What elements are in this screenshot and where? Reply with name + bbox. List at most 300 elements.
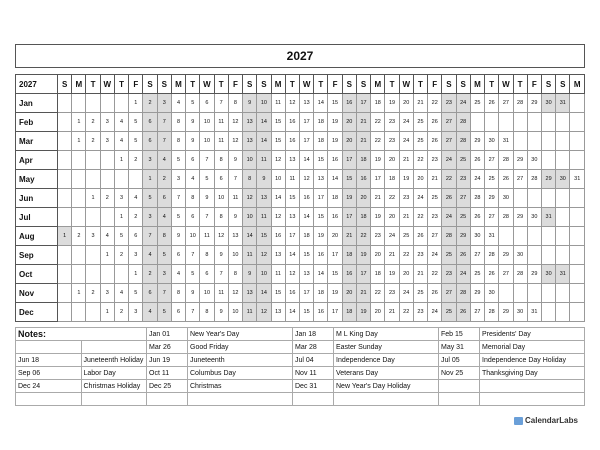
day-cell: 15	[271, 113, 285, 132]
day-cell: 5	[171, 208, 185, 227]
day-cell: 25	[413, 132, 427, 151]
weekday-header: T	[413, 75, 427, 94]
day-cell: 1	[72, 132, 86, 151]
day-cell: 9	[257, 170, 271, 189]
day-cell: 21	[399, 208, 413, 227]
day-cell: 16	[271, 227, 285, 246]
day-cell: 11	[243, 246, 257, 265]
day-cell: 26	[428, 284, 442, 303]
weekday-header: T	[86, 75, 100, 94]
empty-day-cell	[570, 303, 585, 322]
day-cell: 15	[285, 189, 299, 208]
empty-day-cell	[58, 170, 72, 189]
holiday-date: Dec 31	[293, 380, 334, 393]
day-cell: 12	[285, 94, 299, 113]
day-cell: 29	[527, 265, 541, 284]
day-cell: 30	[485, 284, 499, 303]
year-corner-label: 2027	[16, 75, 58, 94]
weekday-header: T	[214, 75, 228, 94]
month-label: Jan	[16, 94, 58, 113]
empty-day-cell	[100, 94, 114, 113]
day-cell: 16	[285, 132, 299, 151]
day-cell: 30	[556, 170, 570, 189]
day-cell: 1	[143, 170, 157, 189]
day-cell: 13	[271, 246, 285, 265]
empty-day-cell	[58, 189, 72, 208]
empty-day-cell	[114, 265, 128, 284]
weekday-header: F	[428, 75, 442, 94]
day-cell: 4	[171, 265, 185, 284]
day-cell: 4	[129, 189, 143, 208]
day-cell: 24	[399, 113, 413, 132]
day-cell: 24	[428, 303, 442, 322]
day-cell: 11	[285, 170, 299, 189]
holiday-date: Jul 05	[439, 354, 480, 367]
weekday-header: M	[171, 75, 185, 94]
month-label: Aug	[16, 227, 58, 246]
empty-day-cell	[556, 284, 570, 303]
day-cell: 25	[470, 94, 484, 113]
day-cell: 12	[271, 208, 285, 227]
day-cell: 10	[257, 94, 271, 113]
empty-day-cell	[129, 170, 143, 189]
month-row	[16, 284, 585, 303]
day-cell: 17	[299, 284, 313, 303]
day-cell: 22	[413, 208, 427, 227]
empty-day-cell	[86, 265, 100, 284]
day-cell: 16	[285, 284, 299, 303]
day-cell: 23	[385, 113, 399, 132]
day-cell: 24	[413, 189, 427, 208]
empty-day-cell	[556, 208, 570, 227]
day-cell: 19	[356, 303, 370, 322]
month-label: Jun	[16, 189, 58, 208]
empty-day-cell	[556, 227, 570, 246]
day-cell: 20	[342, 113, 356, 132]
empty-day-cell	[556, 132, 570, 151]
day-cell: 11	[257, 208, 271, 227]
holiday-name: Good Friday	[188, 341, 293, 354]
brand-name: CalendarLabs	[525, 416, 578, 425]
day-cell: 3	[114, 189, 128, 208]
weekday-header: W	[200, 75, 214, 94]
day-cell: 4	[114, 132, 128, 151]
day-cell: 5	[143, 189, 157, 208]
day-cell: 3	[86, 227, 100, 246]
holiday-name: Labor Day	[81, 367, 147, 380]
empty-day-cell	[499, 227, 513, 246]
holiday-date: Sep 06	[16, 367, 82, 380]
day-cell: 17	[285, 227, 299, 246]
holiday-name: Presidents' Day	[480, 328, 585, 341]
day-cell: 18	[371, 265, 385, 284]
day-cell: 20	[399, 265, 413, 284]
day-cell: 24	[442, 151, 456, 170]
day-cell: 17	[299, 113, 313, 132]
day-cell: 3	[100, 284, 114, 303]
holiday-name: M L King Day	[334, 328, 439, 341]
day-cell: 29	[499, 303, 513, 322]
day-cell: 8	[157, 227, 171, 246]
day-cell: 15	[328, 94, 342, 113]
day-cell: 5	[129, 284, 143, 303]
day-cell: 11	[214, 284, 228, 303]
day-cell: 27	[499, 94, 513, 113]
day-cell: 13	[243, 284, 257, 303]
empty-day-cell	[570, 284, 585, 303]
empty-day-cell	[556, 303, 570, 322]
empty-day-cell	[58, 151, 72, 170]
day-cell: 23	[413, 303, 427, 322]
holiday-row	[16, 380, 585, 393]
day-cell: 6	[143, 113, 157, 132]
day-cell: 30	[470, 227, 484, 246]
empty-holiday-cell	[16, 393, 82, 406]
day-cell: 7	[171, 189, 185, 208]
holiday-date: Oct 11	[147, 367, 188, 380]
weekday-header: T	[314, 75, 328, 94]
holiday-date: Jan 18	[293, 328, 334, 341]
day-cell: 28	[485, 246, 499, 265]
holiday-row	[16, 367, 585, 380]
day-cell: 24	[456, 94, 470, 113]
day-cell: 19	[328, 284, 342, 303]
day-cell: 4	[114, 284, 128, 303]
day-cell: 23	[385, 132, 399, 151]
day-cell: 12	[257, 246, 271, 265]
empty-day-cell	[58, 246, 72, 265]
holiday-name: Independence Day Holiday	[480, 354, 585, 367]
day-cell: 2	[143, 94, 157, 113]
holiday-name: Veterans Day	[334, 367, 439, 380]
day-cell: 30	[527, 151, 541, 170]
holiday-name: Christmas	[188, 380, 293, 393]
empty-day-cell	[541, 113, 555, 132]
day-cell: 10	[271, 170, 285, 189]
day-cell: 11	[271, 94, 285, 113]
holiday-date: Nov 11	[293, 367, 334, 380]
holiday-row	[16, 328, 585, 341]
month-label: May	[16, 170, 58, 189]
holiday-date: Jan 01	[147, 328, 188, 341]
day-cell: 15	[328, 265, 342, 284]
day-cell: 11	[228, 189, 242, 208]
day-cell: 20	[356, 189, 370, 208]
empty-holiday-name	[480, 380, 585, 393]
day-cell: 4	[100, 227, 114, 246]
day-cell: 9	[214, 246, 228, 265]
day-cell: 9	[186, 132, 200, 151]
day-cell: 16	[328, 208, 342, 227]
calendar-icon	[514, 417, 523, 425]
day-cell: 5	[186, 94, 200, 113]
holiday-table	[15, 327, 585, 406]
month-row	[16, 113, 585, 132]
day-cell: 10	[200, 132, 214, 151]
day-cell: 1	[58, 227, 72, 246]
day-cell: 4	[143, 246, 157, 265]
day-cell: 28	[513, 265, 527, 284]
day-cell: 25	[456, 208, 470, 227]
day-cell: 12	[228, 132, 242, 151]
day-cell: 29	[499, 246, 513, 265]
day-cell: 18	[314, 132, 328, 151]
day-cell: 22	[385, 189, 399, 208]
day-cell: 15	[299, 303, 313, 322]
day-cell: 3	[143, 208, 157, 227]
day-cell: 19	[385, 94, 399, 113]
holiday-name: Columbus Day	[188, 367, 293, 380]
day-cell: 26	[442, 189, 456, 208]
day-cell: 26	[485, 94, 499, 113]
empty-day-cell	[72, 265, 86, 284]
empty-day-cell	[570, 113, 585, 132]
day-cell: 8	[200, 303, 214, 322]
day-cell: 10	[228, 246, 242, 265]
day-cell: 1	[100, 303, 114, 322]
day-cell: 17	[328, 303, 342, 322]
day-cell: 31	[499, 132, 513, 151]
month-row	[16, 132, 585, 151]
weekday-header: F	[129, 75, 143, 94]
day-cell: 8	[171, 113, 185, 132]
day-cell: 31	[541, 208, 555, 227]
empty-day-cell	[527, 189, 541, 208]
empty-day-cell	[58, 265, 72, 284]
day-cell: 25	[428, 189, 442, 208]
day-cell: 8	[171, 132, 185, 151]
day-cell: 18	[328, 189, 342, 208]
day-cell: 10	[243, 151, 257, 170]
day-cell: 19	[356, 246, 370, 265]
empty-day-cell	[570, 227, 585, 246]
empty-holiday-cell	[334, 393, 439, 406]
day-cell: 13	[257, 189, 271, 208]
day-cell: 6	[171, 303, 185, 322]
empty-holiday-date	[16, 341, 82, 354]
weekday-header: S	[58, 75, 72, 94]
holiday-date: Jul 04	[293, 354, 334, 367]
day-cell: 8	[214, 151, 228, 170]
day-cell: 1	[72, 113, 86, 132]
empty-day-cell	[58, 284, 72, 303]
empty-holiday-cell	[188, 393, 293, 406]
day-cell: 25	[413, 113, 427, 132]
day-cell: 8	[214, 208, 228, 227]
month-label: Oct	[16, 265, 58, 284]
day-cell: 20	[385, 208, 399, 227]
day-cell: 22	[371, 284, 385, 303]
day-cell: 28	[456, 284, 470, 303]
day-cell: 14	[328, 170, 342, 189]
day-cell: 13	[299, 94, 313, 113]
day-cell: 23	[413, 246, 427, 265]
month-label: Sep	[16, 246, 58, 265]
day-cell: 9	[186, 284, 200, 303]
month-label: Dec	[16, 303, 58, 322]
holiday-name: Juneteenth	[188, 354, 293, 367]
day-cell: 23	[399, 189, 413, 208]
empty-day-cell	[470, 113, 484, 132]
empty-day-cell	[100, 170, 114, 189]
day-cell: 27	[442, 113, 456, 132]
day-cell: 2	[114, 303, 128, 322]
month-row	[16, 246, 585, 265]
day-cell: 14	[314, 265, 328, 284]
empty-day-cell	[556, 151, 570, 170]
day-cell: 5	[114, 227, 128, 246]
day-cell: 26	[413, 227, 427, 246]
day-cell: 12	[243, 189, 257, 208]
holiday-name: New Year's Day Holiday	[334, 380, 439, 393]
day-cell: 11	[257, 151, 271, 170]
calendar-title: 2027	[15, 44, 585, 68]
day-cell: 9	[186, 113, 200, 132]
weekday-header: S	[257, 75, 271, 94]
empty-day-cell	[527, 113, 541, 132]
day-cell: 8	[228, 94, 242, 113]
day-cell: 9	[228, 151, 242, 170]
weekday-header: S	[356, 75, 370, 94]
month-label: Apr	[16, 151, 58, 170]
day-cell: 3	[100, 132, 114, 151]
holiday-date: Feb 15	[439, 328, 480, 341]
day-cell: 1	[86, 189, 100, 208]
month-row	[16, 227, 585, 246]
day-cell: 5	[129, 132, 143, 151]
day-cell: 31	[556, 94, 570, 113]
day-cell: 14	[257, 113, 271, 132]
day-cell: 21	[385, 303, 399, 322]
day-cell: 13	[285, 151, 299, 170]
day-cell: 5	[186, 265, 200, 284]
day-cell: 23	[428, 208, 442, 227]
day-cell: 8	[228, 265, 242, 284]
empty-day-cell	[513, 189, 527, 208]
day-cell: 14	[271, 189, 285, 208]
day-cell: 1	[129, 94, 143, 113]
empty-day-cell	[86, 246, 100, 265]
month-row	[16, 265, 585, 284]
empty-day-cell	[86, 151, 100, 170]
holiday-name: Memorial Day	[480, 341, 585, 354]
day-cell: 28	[456, 113, 470, 132]
empty-day-cell	[58, 113, 72, 132]
day-cell: 3	[129, 246, 143, 265]
empty-day-cell	[527, 246, 541, 265]
day-cell: 26	[499, 170, 513, 189]
weekday-header: T	[114, 75, 128, 94]
empty-day-cell	[72, 303, 86, 322]
empty-day-cell	[72, 94, 86, 113]
day-cell: 12	[299, 170, 313, 189]
month-row	[16, 189, 585, 208]
holiday-date: May 31	[439, 341, 480, 354]
empty-day-cell	[72, 246, 86, 265]
holiday-name: Christmas Holiday	[81, 380, 147, 393]
calendarlabs-logo	[514, 416, 578, 425]
day-cell: 27	[442, 284, 456, 303]
holiday-row-blank	[16, 393, 585, 406]
holiday-date: Jun 19	[147, 354, 188, 367]
day-cell: 19	[342, 189, 356, 208]
empty-day-cell	[541, 246, 555, 265]
empty-day-cell	[499, 284, 513, 303]
day-cell: 17	[328, 246, 342, 265]
empty-day-cell	[86, 94, 100, 113]
day-cell: 7	[200, 151, 214, 170]
month-label: Nov	[16, 284, 58, 303]
empty-day-cell	[86, 208, 100, 227]
month-row	[16, 303, 585, 322]
day-cell: 30	[499, 189, 513, 208]
empty-holiday-name	[81, 341, 147, 354]
month-label: Jul	[16, 208, 58, 227]
day-cell: 13	[314, 170, 328, 189]
weekday-header: S	[143, 75, 157, 94]
day-cell: 18	[356, 151, 370, 170]
day-cell: 1	[114, 208, 128, 227]
day-cell: 24	[399, 284, 413, 303]
day-cell: 15	[271, 132, 285, 151]
day-cell: 13	[271, 303, 285, 322]
day-cell: 15	[314, 208, 328, 227]
empty-holiday-cell	[81, 393, 147, 406]
day-cell: 11	[214, 132, 228, 151]
day-cell: 25	[442, 303, 456, 322]
day-cell: 1	[114, 151, 128, 170]
day-cell: 20	[413, 170, 427, 189]
day-cell: 16	[314, 246, 328, 265]
day-cell: 16	[356, 170, 370, 189]
day-cell: 29	[513, 151, 527, 170]
day-cell: 19	[371, 151, 385, 170]
day-cell: 6	[200, 265, 214, 284]
day-cell: 20	[342, 132, 356, 151]
day-cell: 16	[285, 113, 299, 132]
day-cell: 21	[385, 246, 399, 265]
weekday-header: S	[541, 75, 555, 94]
day-cell: 7	[157, 132, 171, 151]
empty-day-cell	[527, 132, 541, 151]
day-cell: 28	[456, 132, 470, 151]
empty-day-cell	[570, 265, 585, 284]
day-cell: 6	[143, 284, 157, 303]
weekday-header: S	[556, 75, 570, 94]
day-cell: 11	[214, 113, 228, 132]
day-cell: 23	[442, 265, 456, 284]
day-cell: 15	[342, 170, 356, 189]
day-cell: 12	[228, 113, 242, 132]
empty-day-cell	[513, 284, 527, 303]
day-cell: 30	[485, 132, 499, 151]
day-cell: 18	[342, 303, 356, 322]
holiday-date: Dec 25	[147, 380, 188, 393]
holiday-date: Nov 25	[439, 367, 480, 380]
day-cell: 22	[428, 265, 442, 284]
day-cell: 15	[257, 227, 271, 246]
day-cell: 12	[257, 303, 271, 322]
day-cell: 19	[328, 132, 342, 151]
day-cell: 23	[428, 151, 442, 170]
empty-holiday-cell	[147, 393, 188, 406]
day-cell: 2	[129, 151, 143, 170]
empty-day-cell	[556, 246, 570, 265]
day-cell: 14	[299, 151, 313, 170]
day-cell: 29	[541, 170, 555, 189]
day-cell: 24	[428, 246, 442, 265]
empty-day-cell	[541, 151, 555, 170]
